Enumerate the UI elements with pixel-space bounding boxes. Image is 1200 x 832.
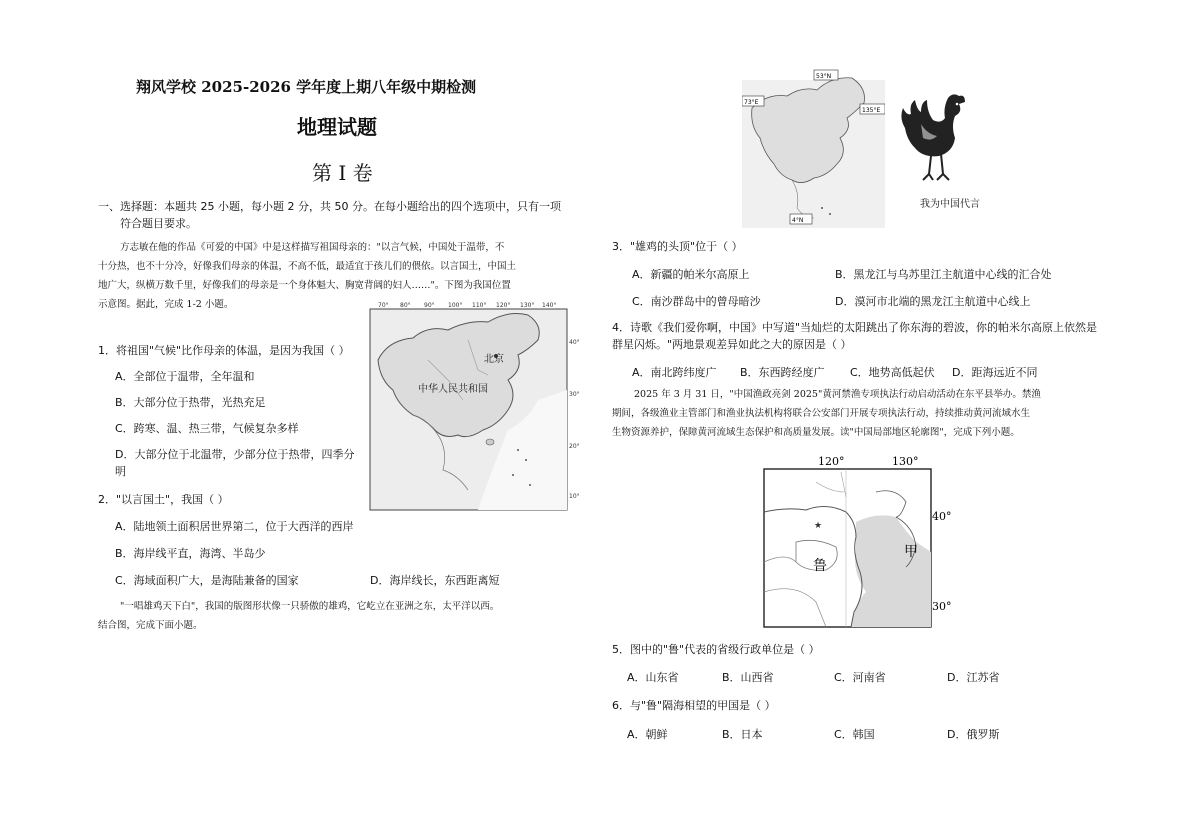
china-location-map [368,300,583,512]
q3-option-a[interactable]: A．新疆的帕米尔高原上 [632,268,750,281]
passage-2 [98,597,499,635]
q1-option-d-line: D．大部分位于北温带，少部分位于热带，四季分 [115,448,355,461]
passage-line: 结合图，完成下面小题。 [98,620,203,631]
q5-option-c[interactable]: C．河南省 [834,671,886,684]
q2-stem: 2．"以言国土"，我国（ ） [98,493,229,506]
q1-option-d-line: 明 [115,465,126,478]
rooster-illustration [893,90,973,186]
lat-tick: 40° [569,339,580,346]
passage-line: 生物资源养护，保障黄河流域生态保护和高质量发展。读"中国局部地区轮廓图"，完成下列小题。 [612,427,1020,438]
q3-option-c[interactable]: C．南沙群岛中的曾母暗沙 [632,295,761,308]
lat-tick: 10° [569,493,580,500]
lon-tick: 110° [472,302,487,309]
q5-option-a[interactable]: A．山东省 [627,671,679,684]
q6-option-c[interactable]: C．韩国 [834,728,875,741]
lat-label: 40° [932,510,952,523]
q3-option-d[interactable]: D．漠河市北端的黑龙江主航道中心线上 [835,295,1031,308]
section-line: 符合题目要求。 [120,217,197,230]
q4-stem-line: 群星闪烁。"两地景观差异如此之大的原因是（ ） [612,338,852,351]
volume-title: 第 I 卷 [312,161,373,185]
q2-option-a[interactable]: A．陆地领土面积居世界第二，位于大西洋的西岸 [115,520,354,533]
q1-option-d[interactable] [98,446,363,480]
passage-line: "一唱雄鸡天下白"，我国的版图形状像一只骄傲的雄鸡，它屹立在亚洲之东，太平洋以西。 [120,601,500,612]
lon-tick: 90° [424,302,435,309]
lat-tick: 30° [569,391,580,398]
q2-option-d[interactable]: D．海岸线长，东西距离短 [370,574,500,587]
q1-stem: 1．将祖国"气候"比作母亲的体温，是因为我国（ ） [98,344,350,357]
q4-option-b[interactable]: B．东西跨经度广 [740,366,825,379]
q5-stem: 5．图中的"鲁"代表的省级行政单位是（ ） [612,643,820,656]
q1-option-c[interactable]: C．跨寒、温、热三带，气候复杂多样 [115,422,299,435]
lu-label: 鲁 [813,558,827,574]
passage-line: 方志敏在他的作品《可爱的中国》中是这样描写祖国母亲的："以言气候，中国处于温带，不 [120,242,505,253]
lon-label: 120° [818,455,845,468]
q3-option-b[interactable]: B．黑龙江与乌苏里江主航道中心线的汇合处 [835,268,1052,281]
q6-option-d[interactable]: D．俄罗斯 [947,728,1000,741]
q1-option-b[interactable]: B．大部分位于热带，光热充足 [115,396,266,409]
beijing-label: 北京 [484,354,504,365]
exam-title: 翔风学校 2025-2026 学年度上期八年级中期检测 [136,78,477,96]
map2-box-label: 53°N [816,73,832,80]
section-instructions [98,198,561,232]
lon-tick: 80° [400,302,411,309]
svg-text:★: ★ [814,521,823,531]
q6-stem: 6．与"鲁"隔海相望的甲国是（ ） [612,699,776,712]
q4-option-a[interactable]: A．南北跨纬度广 [632,366,717,379]
q5-option-b[interactable]: B．山西省 [722,671,774,684]
q3-stem: 3．"雄鸡的头顶"位于（ ） [612,240,743,253]
lat-tick: 20° [569,443,580,450]
q4-option-c[interactable]: C．地势高低起伏 [850,366,935,379]
passage-line: 示意图。据此，完成 1-2 小题。 [98,299,234,310]
map2-box-label: 135°E [862,107,881,114]
lon-tick: 130° [520,302,535,309]
question-2 [98,491,229,508]
q2-option-c[interactable]: C．海域面积广大，是海陆兼备的国家 [115,574,299,587]
lon-tick: 70° [378,302,389,309]
rooster-caption: 我为中国代言 [920,199,980,210]
regional-outline-map [756,452,966,632]
jia-label: 甲 [904,544,918,560]
q4-stem [612,319,1097,353]
passage-line: 2025 年 3 月 31 日，"中国渔政亮剑 2025"黄河禁渔专项执法行动启动活动在东平县举办。禁渔 [634,389,1041,400]
country-label: 中华人民共和国 [418,384,488,395]
lon-label: 130° [892,455,919,468]
q1-option-a[interactable]: A．全部位于温带，全年温和 [115,370,255,383]
passage-line: 期间，各级渔业主管部门和渔业执法机构将联合公安部门开展专项执法行动，持续推动黄河流域水生 [612,408,1031,419]
q5-option-d[interactable]: D．江苏省 [947,671,1000,684]
subject-title: 地理试题 [297,115,377,139]
q4-option-d[interactable]: D．距海远近不同 [952,366,1038,379]
section-line: 一、选择题：本题共 25 小题，每小题 2 分，共 50 分。在每小题给出的四个选项中，只有一项 [98,200,561,213]
passage-line: 地广大，纵横万数千里，好像我们的母亲是一个身体魁大、胸宽背阔的妇人……"。下图为我国位置 [98,280,511,291]
passage-line: 十分热，也不十分冷，好像我们母亲的体温，不高不低，最适宜于孩儿们的偎依。以言国土，中国土 [98,261,517,272]
question-1 [98,342,363,480]
lon-tick: 100° [448,302,463,309]
q6-option-b[interactable]: B．日本 [722,728,763,741]
map2-box-label: 73°E [744,99,759,106]
q4-stem-line: 4．诗歌《我们爱你啊，中国》中写道"当灿烂的太阳跳出了你东海的碧波，你的帕米尔高原上依然是 [612,321,1098,334]
passage-3 [612,385,1041,442]
lon-tick: 140° [542,302,557,309]
q2-option-b[interactable]: B．海岸线平直，海湾、半岛少 [115,547,266,560]
china-rooster-map [742,68,885,228]
lat-label: 30° [932,600,952,613]
map2-box-label: 4°N [792,217,804,224]
q6-option-a[interactable]: A．朝鲜 [627,728,668,741]
lon-tick: 120° [496,302,511,309]
